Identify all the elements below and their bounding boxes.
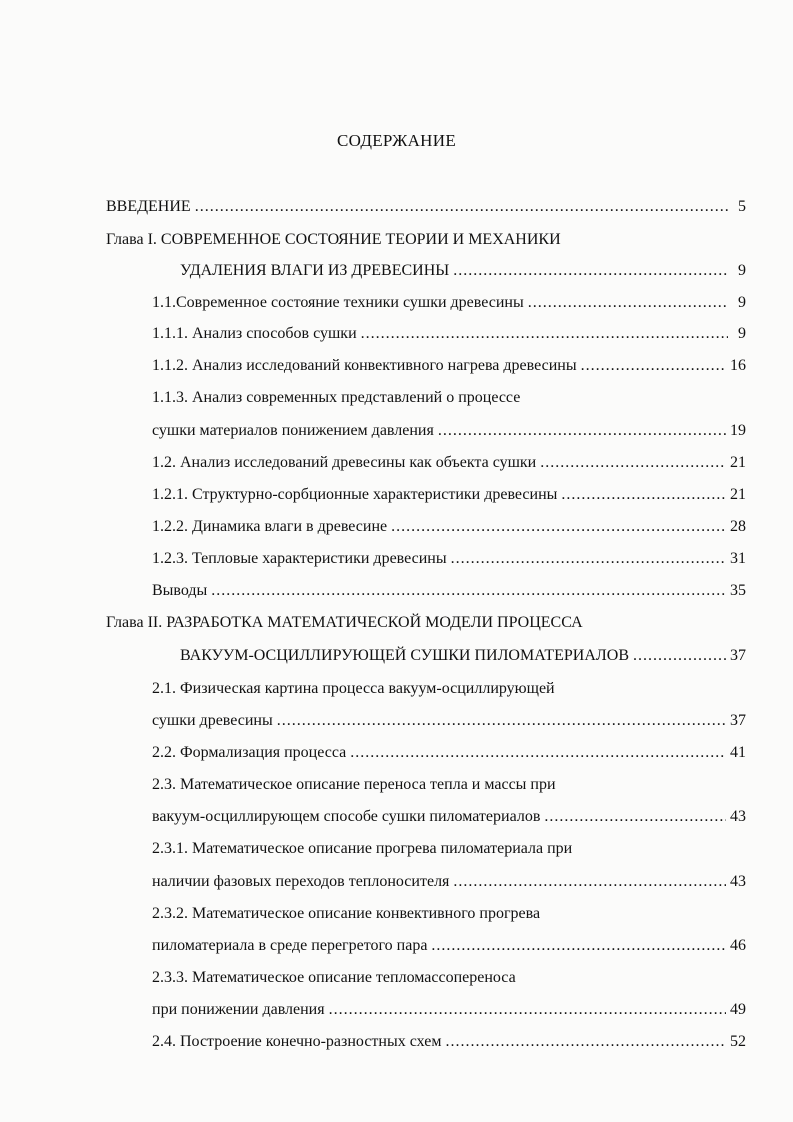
toc-entry-page: 9 <box>738 294 746 311</box>
toc-entry-2-3-1[interactable]: 2.3.1. Математическое описание прогрева пиломатериала при <box>152 840 573 857</box>
toc-chapter-2-heading-cont[interactable] <box>180 645 746 667</box>
toc-entry-page: 21 <box>730 486 746 503</box>
toc-entry-page: 37 <box>730 647 746 664</box>
toc-entry-page: 9 <box>738 325 746 342</box>
toc-entry-2-1-cont[interactable] <box>152 710 746 732</box>
toc-leader-dots <box>445 1031 726 1053</box>
toc-entry-label: 1.2.2. Динамика влаги в древесине <box>152 518 388 535</box>
toc-entry-2-3-3-cont[interactable] <box>152 999 746 1021</box>
toc-leader-dots <box>277 710 726 732</box>
toc-entry-2-3-1-cont[interactable] <box>152 871 746 893</box>
toc-entry-label: ВВЕДЕНИЕ <box>106 198 191 215</box>
toc-entry-1-1-1[interactable] <box>152 323 746 345</box>
toc-entry-2-1[interactable]: 2.1. Физическая картина процесса вакуум-осциллирующей <box>152 680 555 697</box>
toc-entry-1-1[interactable] <box>152 292 746 314</box>
toc-entry-1-2[interactable] <box>152 452 746 474</box>
toc-entry-page: 43 <box>730 873 746 890</box>
toc-entry-label: 1.2.3. Тепловые характеристики древесины <box>152 550 447 567</box>
toc-entry-label: вакуум-осциллирующем способе сушки пиломатериалов <box>152 808 541 825</box>
toc-entry-introduction[interactable] <box>106 196 746 218</box>
toc-leader-dots <box>453 871 726 893</box>
toc-entry-2-3-2[interactable]: 2.3.2. Математическое описание конвективного прогрева <box>152 905 541 922</box>
toc-entry-label: пиломатериала в среде перегретого пара <box>152 937 428 954</box>
toc-entry-page: 9 <box>738 262 746 279</box>
toc-entry-conclusions-1[interactable] <box>152 580 746 602</box>
toc-leader-dots <box>195 196 728 218</box>
toc-chapter-1-heading-cont[interactable] <box>180 260 746 282</box>
toc-entry-2-2[interactable] <box>152 742 746 764</box>
toc-leader-dots <box>561 484 726 506</box>
toc-entry-2-4[interactable] <box>152 1031 746 1053</box>
toc-entry-page: 52 <box>730 1033 746 1050</box>
toc-entry-page: 31 <box>730 550 746 567</box>
toc-leader-dots <box>540 452 726 474</box>
toc-entry-page: 16 <box>730 357 746 374</box>
toc-leader-dots <box>361 323 728 345</box>
toc-entry-label: сушки материалов понижением давления <box>152 422 434 439</box>
toc-chapter-2-heading[interactable]: Глава II. РАЗРАБОТКА МАТЕМАТИЧЕСКОЙ МОДЕЛИ ПРОЦЕССА <box>106 614 583 631</box>
toc-entry-1-2-1[interactable] <box>152 484 746 506</box>
toc-entry-label: 2.4. Построение конечно-разностных схем <box>152 1033 442 1050</box>
toc-entry-1-1-3-cont[interactable] <box>152 420 746 442</box>
toc-leader-dots <box>528 292 728 314</box>
toc-entry-2-3-3[interactable]: 2.3.3. Математическое описание тепломассопереноса <box>152 969 516 986</box>
toc-entry-page: 21 <box>730 454 746 471</box>
toc-entry-page: 43 <box>730 808 746 825</box>
toc-leader-dots <box>633 645 726 667</box>
toc-entry-label: Выводы <box>152 582 208 599</box>
toc-leader-dots <box>581 355 726 377</box>
toc-entry-page: 5 <box>738 198 746 215</box>
toc-entry-page: 46 <box>730 937 746 954</box>
toc-leader-dots <box>438 420 726 442</box>
toc-entry-label: 1.1.1. Анализ способов сушки <box>152 325 357 342</box>
toc-entry-1-2-2[interactable] <box>152 516 746 538</box>
toc-entry-page: 49 <box>730 1001 746 1018</box>
toc-entry-label: 1.1.2. Анализ исследований конвективного нагрева древесины <box>152 357 577 374</box>
toc-entry-label: при понижении давления <box>152 1001 325 1018</box>
toc-entry-2-3-2-cont[interactable] <box>152 935 746 957</box>
toc-leader-dots <box>211 580 726 602</box>
toc-entry-1-1-3[interactable]: 1.1.3. Анализ современных представлений о процессе <box>152 389 521 406</box>
toc-entry-label: 1.2.1. Структурно-сорбционные характеристики древесины <box>152 486 558 503</box>
toc-chapter-1-heading[interactable]: Глава I. СОВРЕМЕННОЕ СОСТОЯНИЕ ТЕОРИИ И МЕХАНИКИ <box>106 231 561 248</box>
toc-leader-dots <box>391 516 726 538</box>
page-title: СОДЕРЖАНИЕ <box>336 131 457 150</box>
toc-entry-label: наличии фазовых переходов теплоносителя <box>152 873 450 890</box>
toc-entry-page: 37 <box>730 712 746 729</box>
toc-entry-2-3-cont[interactable] <box>152 806 746 828</box>
toc-leader-dots <box>350 742 726 764</box>
toc-entry-2-3[interactable]: 2.3. Математическое описание переноса тепла и массы при <box>152 776 556 793</box>
toc-leader-dots <box>451 548 726 570</box>
toc-leader-dots <box>431 935 726 957</box>
toc-entry-label: ВАКУУМ-ОСЦИЛЛИРУЮЩЕЙ СУШКИ ПИЛОМАТЕРИАЛОВ <box>180 647 629 664</box>
toc-entry-page: 19 <box>730 422 746 439</box>
toc-entry-label: УДАЛЕНИЯ ВЛАГИ ИЗ ДРЕВЕСИНЫ <box>180 262 450 279</box>
toc-entry-label: 1.1.Современное состояние техники сушки древесины <box>152 294 524 311</box>
toc-entry-label: 1.2. Анализ исследований древесины как объекта сушки <box>152 454 537 471</box>
toc-entry-page: 41 <box>730 744 746 761</box>
toc-entry-label: сушки древесины <box>152 712 273 729</box>
toc-entry-page: 35 <box>730 582 746 599</box>
toc-leader-dots <box>329 999 726 1021</box>
toc-entry-label: 2.2. Формализация процесса <box>152 744 347 761</box>
toc-entry-1-1-2[interactable] <box>152 355 746 377</box>
toc-entry-1-2-3[interactable] <box>152 548 746 570</box>
toc-leader-dots <box>544 806 726 828</box>
toc-leader-dots <box>453 260 728 282</box>
toc-entry-page: 28 <box>730 518 746 535</box>
